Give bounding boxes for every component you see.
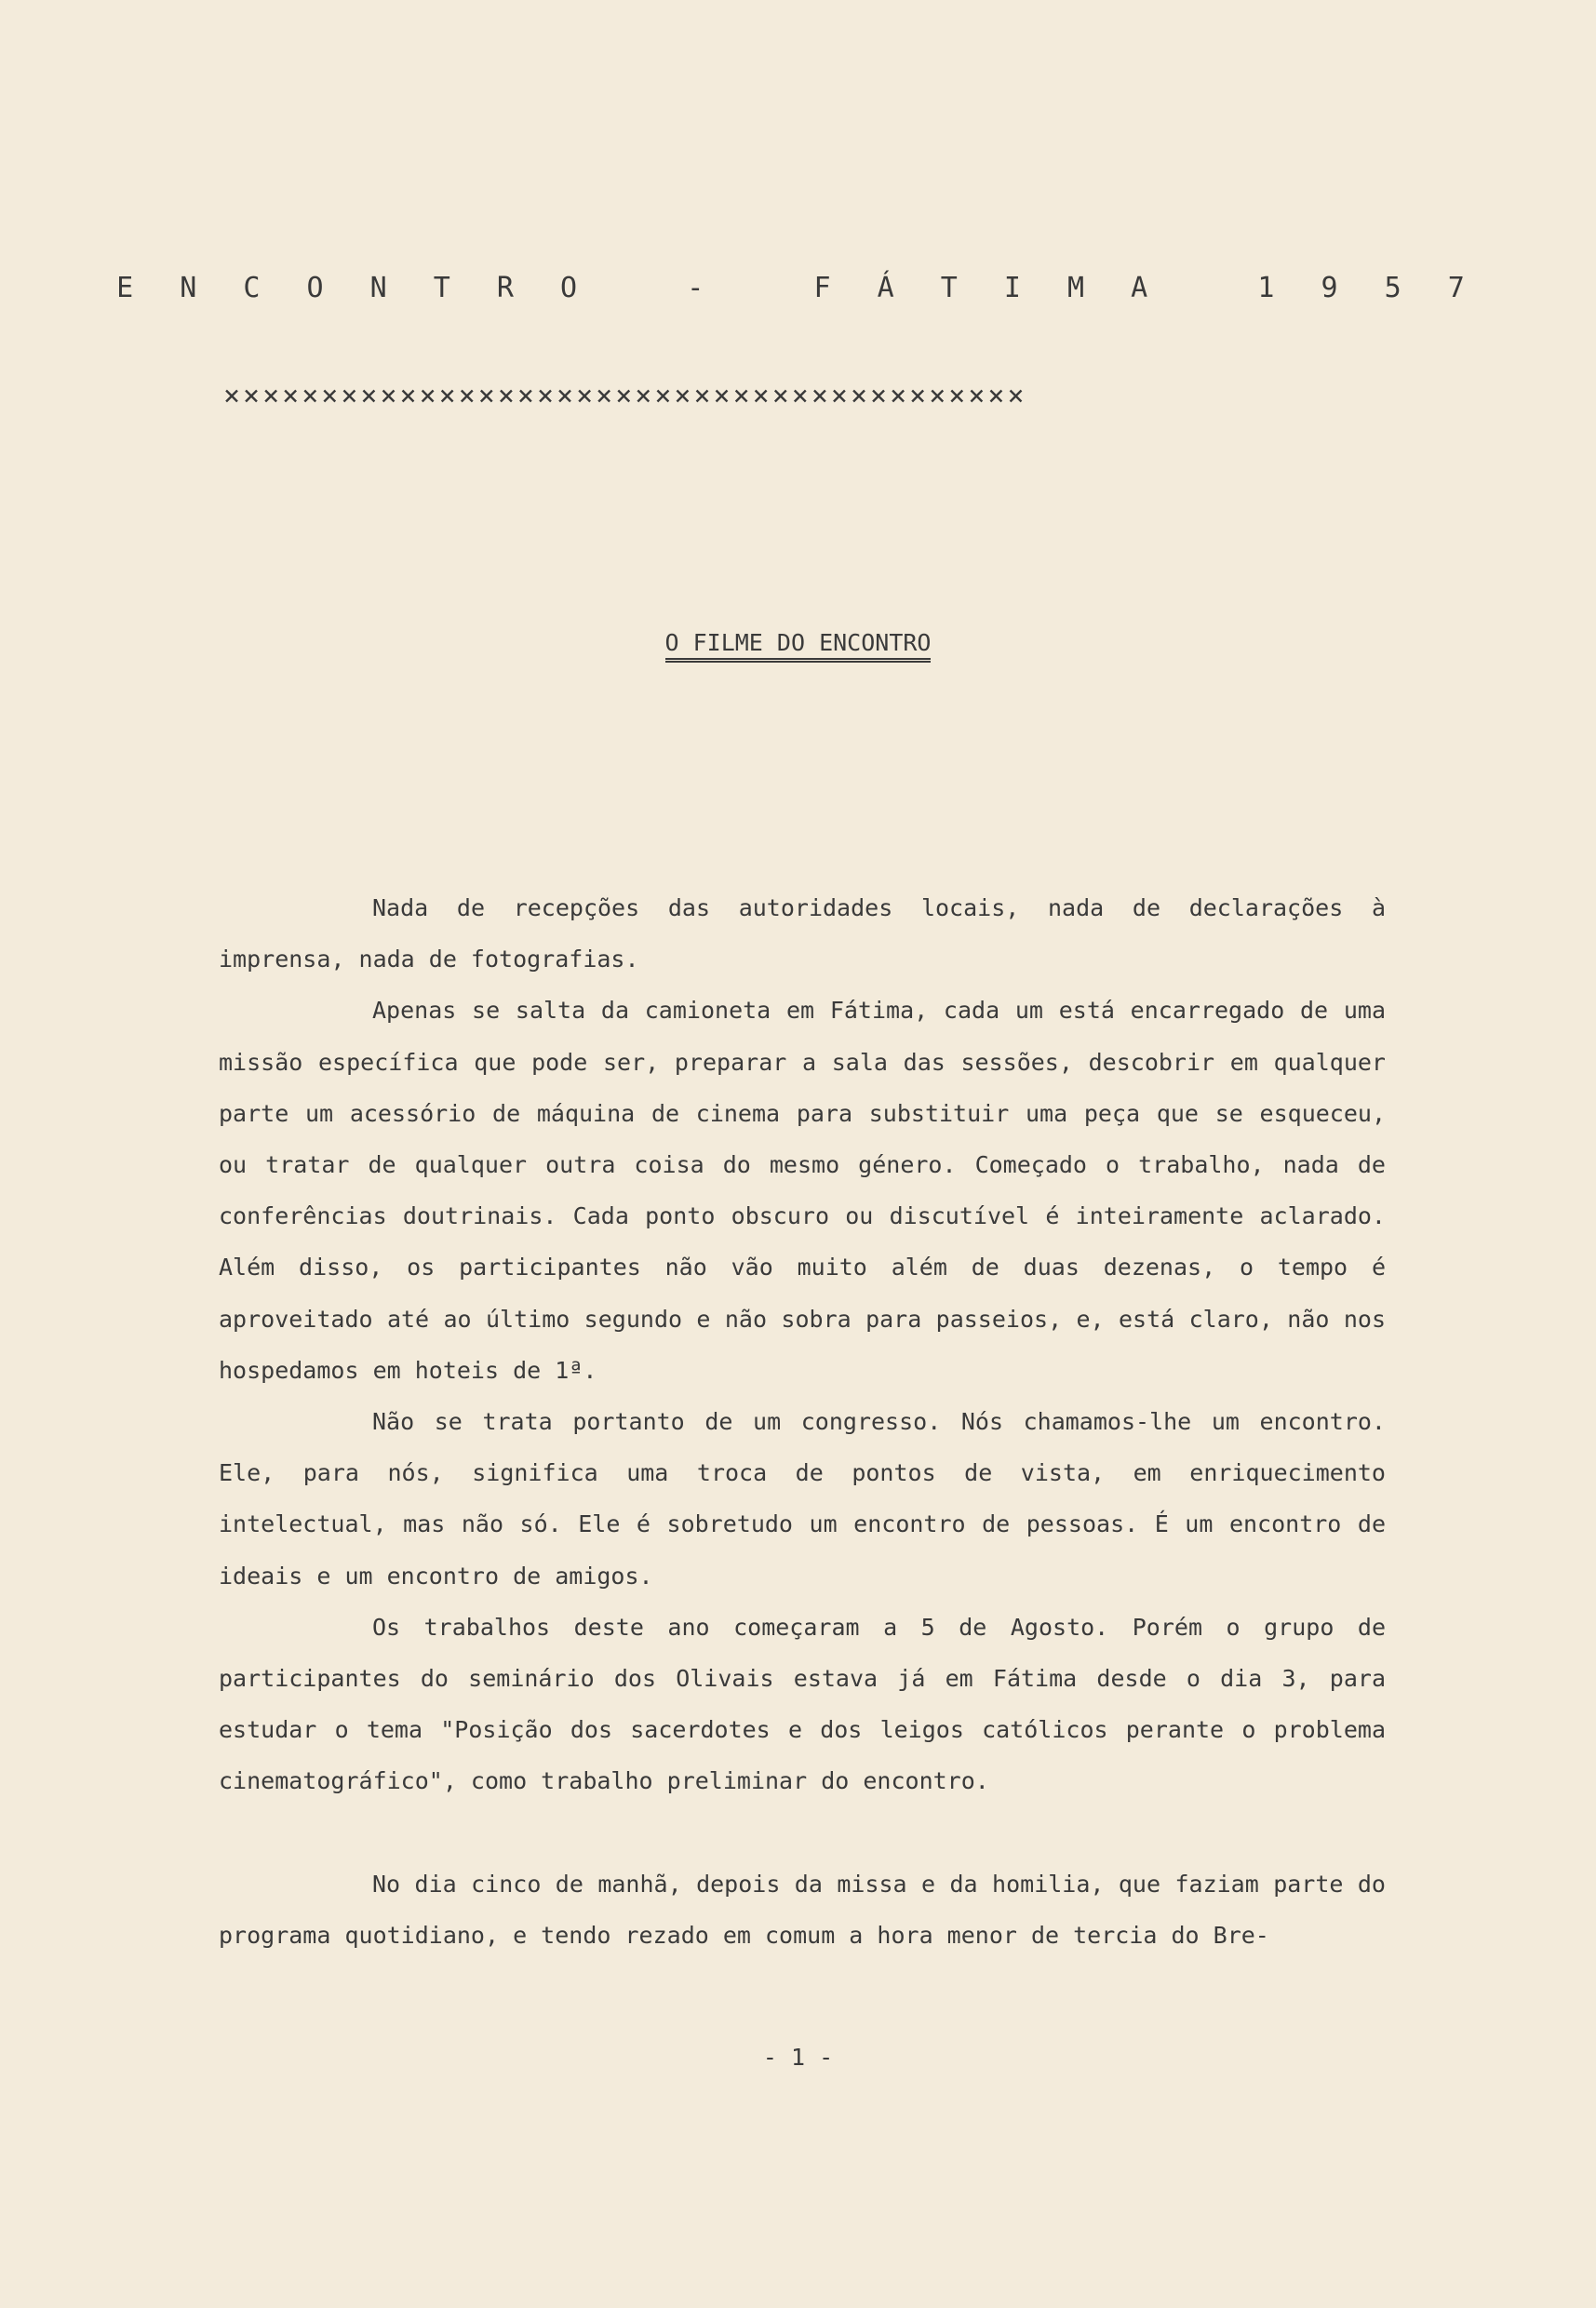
section-subtitle-text: O FILME DO ENCONTRO [665,629,932,663]
paragraph: No dia cinco de manhã, depois da missa e da homilia, que faziam parte do programa quotidiano, e tendo rezado em comum a hora menor de tercia do Bre- [219,1870,1386,1949]
paragraph: Apenas se salta da camioneta em Fátima, cada um está encarregado de uma missão específica que pode ser, preparar a sala das sessões, descobrir em qualquer parte um acessório de máquina de cinema para substituir uma peça que se esqueceu, ou tratar de qualquer outra coisa do mesmo género. Começado o trabalho, nada de conferências doutrinais. Cada ponto obscuro ou discutível é inteiramente aclarado. Além disso, os participantes não vão muito além de duas dezenas, o tempo é aproveitado até ao último segundo e não sobra para passeios, e, está claro, não nos hospedamos em hoteis de 1ª. [219,997,1386,1384]
paragraph: Nada de recepções das autoridades locais, nada de declarações à imprensa, nada de fotografias. [219,894,1386,973]
paragraph: Os trabalhos deste ano começaram a 5 de Agosto. Porém o grupo de participantes do seminário dos Olivais estava já em Fátima desde o dia 3, para estudar o tema "Posição dos sacerdotes e dos leigos católicos perante o problema cinematográfico", como trabalho preliminar do encontro. [219,1613,1386,1795]
section-subtitle [0,629,1596,656]
body-text [219,882,1386,1961]
divider-line: ××××××××××××××××××××××××××××××××××××××××× [223,380,1027,412]
document-title: E N C O N T R O - F Á T I M A 1 9 5 7 [116,272,1480,304]
paragraph: Não se trata portanto de um congresso. Nós chamamos-lhe um encontro. Ele, para nós, significa uma troca de pontos de vista, em enriquecimento intelectual, mas não só. Ele é sobretudo um encontro de pessoas. É um encontro de ideais e um encontro de amigos. [219,1408,1386,1590]
page-number: - 1 - [762,2044,834,2071]
